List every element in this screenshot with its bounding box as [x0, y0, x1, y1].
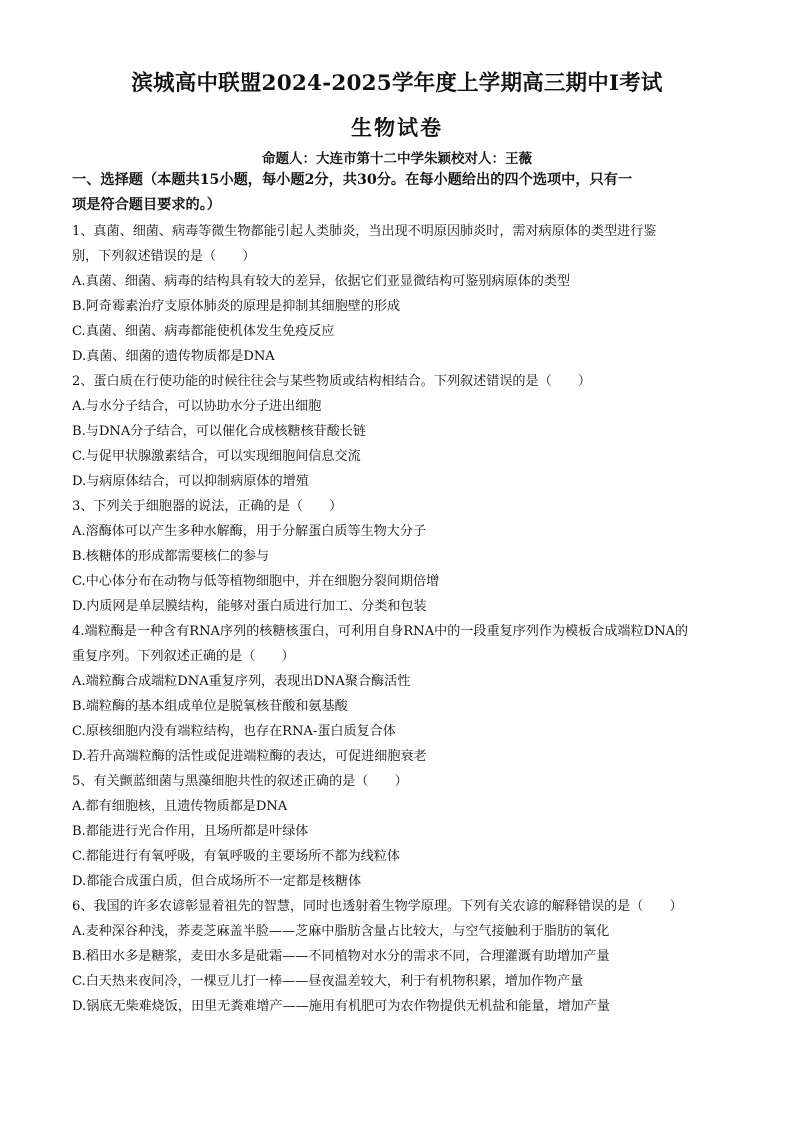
- question-1-stem-line-1: 1、真菌、细菌、病毒等微生物都能引起人类肺炎，当出现不明原因肺炎时，需对病原体的类型进行鉴: [72, 224, 657, 239]
- question-6-option-d: D.锅底无柴难烧饭，田里无粪难增产——施用有机肥可为农作物提供无机盐和能量，增加产量: [72, 999, 610, 1014]
- question-4-option-d: D.若升高端粒酶的活性或促进端粒酶的表达，可促进细胞衰老: [72, 749, 427, 764]
- question-1-option-c: C.真菌、细菌、病毒都能使机体发生免疫反应: [72, 324, 335, 339]
- question-4-option-a: A.端粒酶合成端粒DNA重复序列，表现出DNA聚合酶活性: [72, 674, 411, 689]
- question-1: [72, 219, 722, 369]
- question-1-stem-line-2: 别，下列叙述错误的是（ ）: [72, 249, 256, 264]
- question-5-option-a: A.都有细胞核，且遗传物质都是DNA: [72, 799, 288, 814]
- question-6-option-a: A.麦种深谷种浅，荞麦芝麻盖半脸——芝麻中脂肪含量占比较大，与空气接触利于脂肪的氧化: [72, 924, 610, 939]
- question-1-option-a: A.真菌、细菌、病毒的结构具有较大的差异，依据它们亚显微结构可鉴别病原体的类型: [72, 274, 571, 289]
- question-3-option-b: B.核糖体的形成都需要核仁的参与: [72, 549, 270, 564]
- question-2-stem: 2、蛋白质在行使功能的时候往往会与某些物质或结构相结合。下列叙述错误的是（ ）: [72, 374, 591, 389]
- question-5-stem: 5、有关颤蓝细菌与黑藻细胞共性的叙述正确的是（ ）: [72, 774, 408, 789]
- question-6: [72, 894, 722, 1019]
- question-6-option-c: C.白天热来夜间冷，一棵豆儿打一棒——昼夜温差较大，利于有机物积累，增加作物产量: [72, 974, 584, 989]
- question-3-option-c: C.中心体分布在动物与低等植物细胞中，并在细胞分裂间期倍增: [72, 574, 440, 589]
- question-4-stem-line-1: 4.端粒酶是一种含有RNA序列的核糖核蛋白，可利用自身RNA中的一段重复序列作为模板合成端粒DNA的: [72, 624, 689, 639]
- authors-line: 命题人：大连市第十二中学朱颖校对人：王薇: [262, 151, 532, 167]
- question-1-option-d: D.真菌、细菌的遗传物质都是DNA: [72, 349, 275, 364]
- question-4: [72, 619, 722, 769]
- question-3-stem: 3、下列关于细胞器的说法，正确的是（ ）: [72, 499, 343, 514]
- section-instruction-line-2: 项是符合题目要求的。）: [72, 197, 221, 213]
- subject-title: 生物试卷: [351, 115, 443, 140]
- question-5-option-c: C.都能进行有氧呼吸，有氧呼吸的主要场所不都为线粒体: [72, 849, 400, 864]
- exam-title: 滨城高中联盟2024-2025学年度上学期高三期中Ⅰ考试: [131, 71, 663, 96]
- question-4-option-c: C.原核细胞内没有端粒结构，也存在RNA-蛋白质复合体: [72, 724, 396, 739]
- question-3-option-d: D.内质网是单层膜结构，能够对蛋白质进行加工、分类和包装: [72, 599, 427, 614]
- question-5-option-b: B.都能进行光合作用，且场所都是叶绿体: [72, 824, 309, 839]
- question-3: [72, 494, 722, 619]
- section-instruction-line-1: 一、选择题（本题共15小题，每小题2分，共30分。在每小题给出的四个选项中，只有一: [72, 172, 633, 188]
- question-4-stem-line-2: 重复序列。下列叙述正确的是（ ）: [72, 649, 295, 664]
- question-2: [72, 369, 722, 494]
- question-3-option-a: A.溶酶体可以产生多种水解酶，用于分解蛋白质等生物大分子: [72, 524, 427, 539]
- question-list: [72, 219, 722, 1019]
- question-6-option-b: B.稻田水多是糖浆，麦田水多是砒霜——不同植物对水分的需求不同，合理灌溉有助增加产量: [72, 949, 610, 964]
- question-5: [72, 769, 722, 894]
- question-5-option-d: D.都能合成蛋白质，但合成场所不一定都是核糖体: [72, 874, 362, 889]
- question-2-option-c: C.与促甲状腺激素结合，可以实现细胞间信息交流: [72, 449, 361, 464]
- question-2-option-a: A.与水分子结合，可以协助水分子进出细胞: [72, 399, 322, 414]
- question-2-option-b: B.与DNA分子结合，可以催化合成核糖核苷酸长链: [72, 424, 366, 439]
- question-2-option-d: D.与病原体结合，可以抑制病原体的增殖: [72, 474, 309, 489]
- question-6-stem: 6、我国的许多农谚彰显着祖先的智慧，同时也透射着生物学原理。下列有关农谚的解释错误的是（ ）: [72, 899, 683, 914]
- question-4-option-b: B.端粒酶的基本组成单位是脱氧核苷酸和氨基酸: [72, 699, 348, 714]
- question-1-option-b: B.阿奇霉素治疗支原体肺炎的原理是抑制其细胞壁的形成: [72, 299, 401, 314]
